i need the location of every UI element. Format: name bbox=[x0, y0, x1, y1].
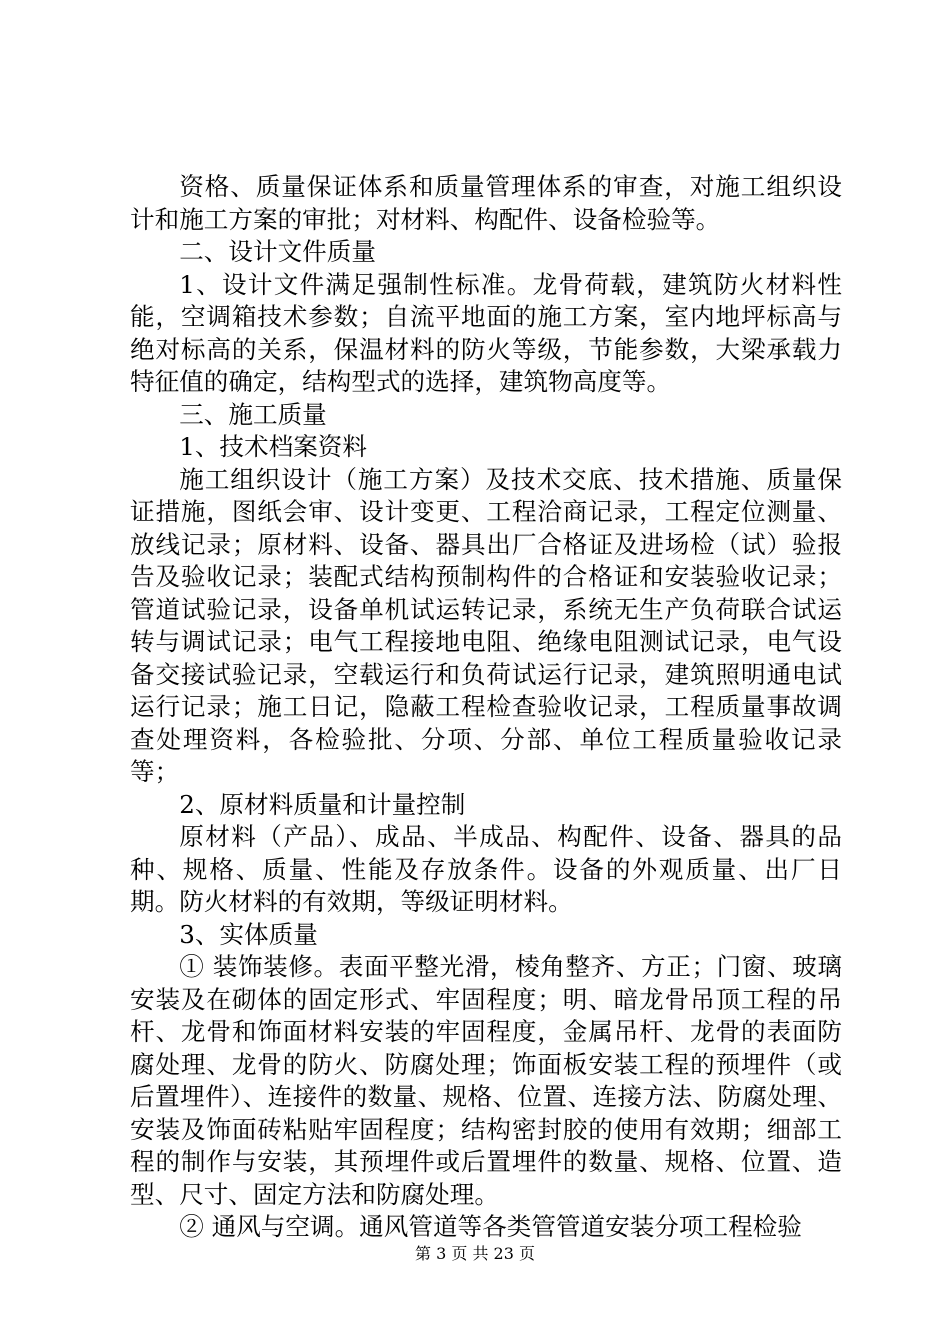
page-number-footer: 第 3 页 共 23 页 bbox=[415, 1244, 535, 1263]
subheading-entity-quality: 3、实体质量 bbox=[179, 919, 318, 949]
paragraph-review-scope: 资格、质量保证体系和质量管理体系的审查，对施工组织设计和施工方案的审批；对材料、构配件、设备检验等。 bbox=[130, 172, 842, 234]
heading-construction-quality: 三、施工质量 bbox=[179, 399, 327, 429]
paragraph-material-quality: 原材料（产品）、成品、半成品、构配件、设备、器具的品种、规格、质量、性能及存放条件。设备的外观质量、出厂日期。防火材料的有效期，等级证明材料。 bbox=[130, 822, 842, 916]
subheading-technical-archives: 1、技术档案资料 bbox=[179, 432, 367, 461]
document-body bbox=[130, 171, 842, 1244]
paragraph-ventilation: ② 通风与空调。通风管道等各类管管道安装分项工程检验 bbox=[179, 1212, 802, 1241]
paragraph-decoration: ① 装饰装修。表面平整光滑，棱角整齐、方正；门窗、玻璃安装及在砌体的固定形式、牢固程度；明、暗龙骨吊顶工程的吊杆、龙骨和饰面材料安装的牢固程度，金属吊杆、龙骨的表面防腐处理、龙骨的防火、防腐处理；饰面板安装工程的预埋件（或后置埋件）、连接件的数量、规格、位置、连接方法、防腐处理、安装及饰面砖粘贴牢固程度；结构密封胶的使用有效期；细部工程的制作与安装，其预埋件或后置埋件的数量、规格、位置、造型、尺寸、固定方法和防腐处理。 bbox=[130, 952, 842, 1209]
subheading-material-quality: 2、原材料质量和计量控制 bbox=[179, 789, 466, 819]
heading-design-document-quality: 二、设计文件质量 bbox=[179, 237, 376, 266]
paragraph-design-standards: 1、设计文件满足强制性标准。龙骨荷载，建筑防火材料性能，空调箱技术参数；自流平地面的施工方案，室内地坪标高与绝对标高的关系，保温材料的防火等级，节能参数，大梁承载力特征值的确定，结构型式的选择，建筑物高度等。 bbox=[130, 269, 842, 396]
paragraph-technical-archives: 施工组织设计（施工方案）及技术交底、技术措施、质量保证措施，图纸会审、设计变更、工程洽商记录，工程定位测量、放线记录；原材料、设备、器具出厂合格证及进场检（试）验报告及验收记录；装配式结构预制构件的合格证和安装验收记录；管道试验记录，设备单机试运转记录，系统无生产负荷联合试运转与调试记录；电气工程接地电阻、绝缘电阻测试记录，电气设备交接试验记录，空载运行和负荷试运行记录，建筑照明通电试运行记录；施工日记，隐蔽工程检查验收记录，工程质量事故调查处理资料，各检验批、分项、分部、单位工程质量验收记录等； bbox=[130, 464, 842, 786]
